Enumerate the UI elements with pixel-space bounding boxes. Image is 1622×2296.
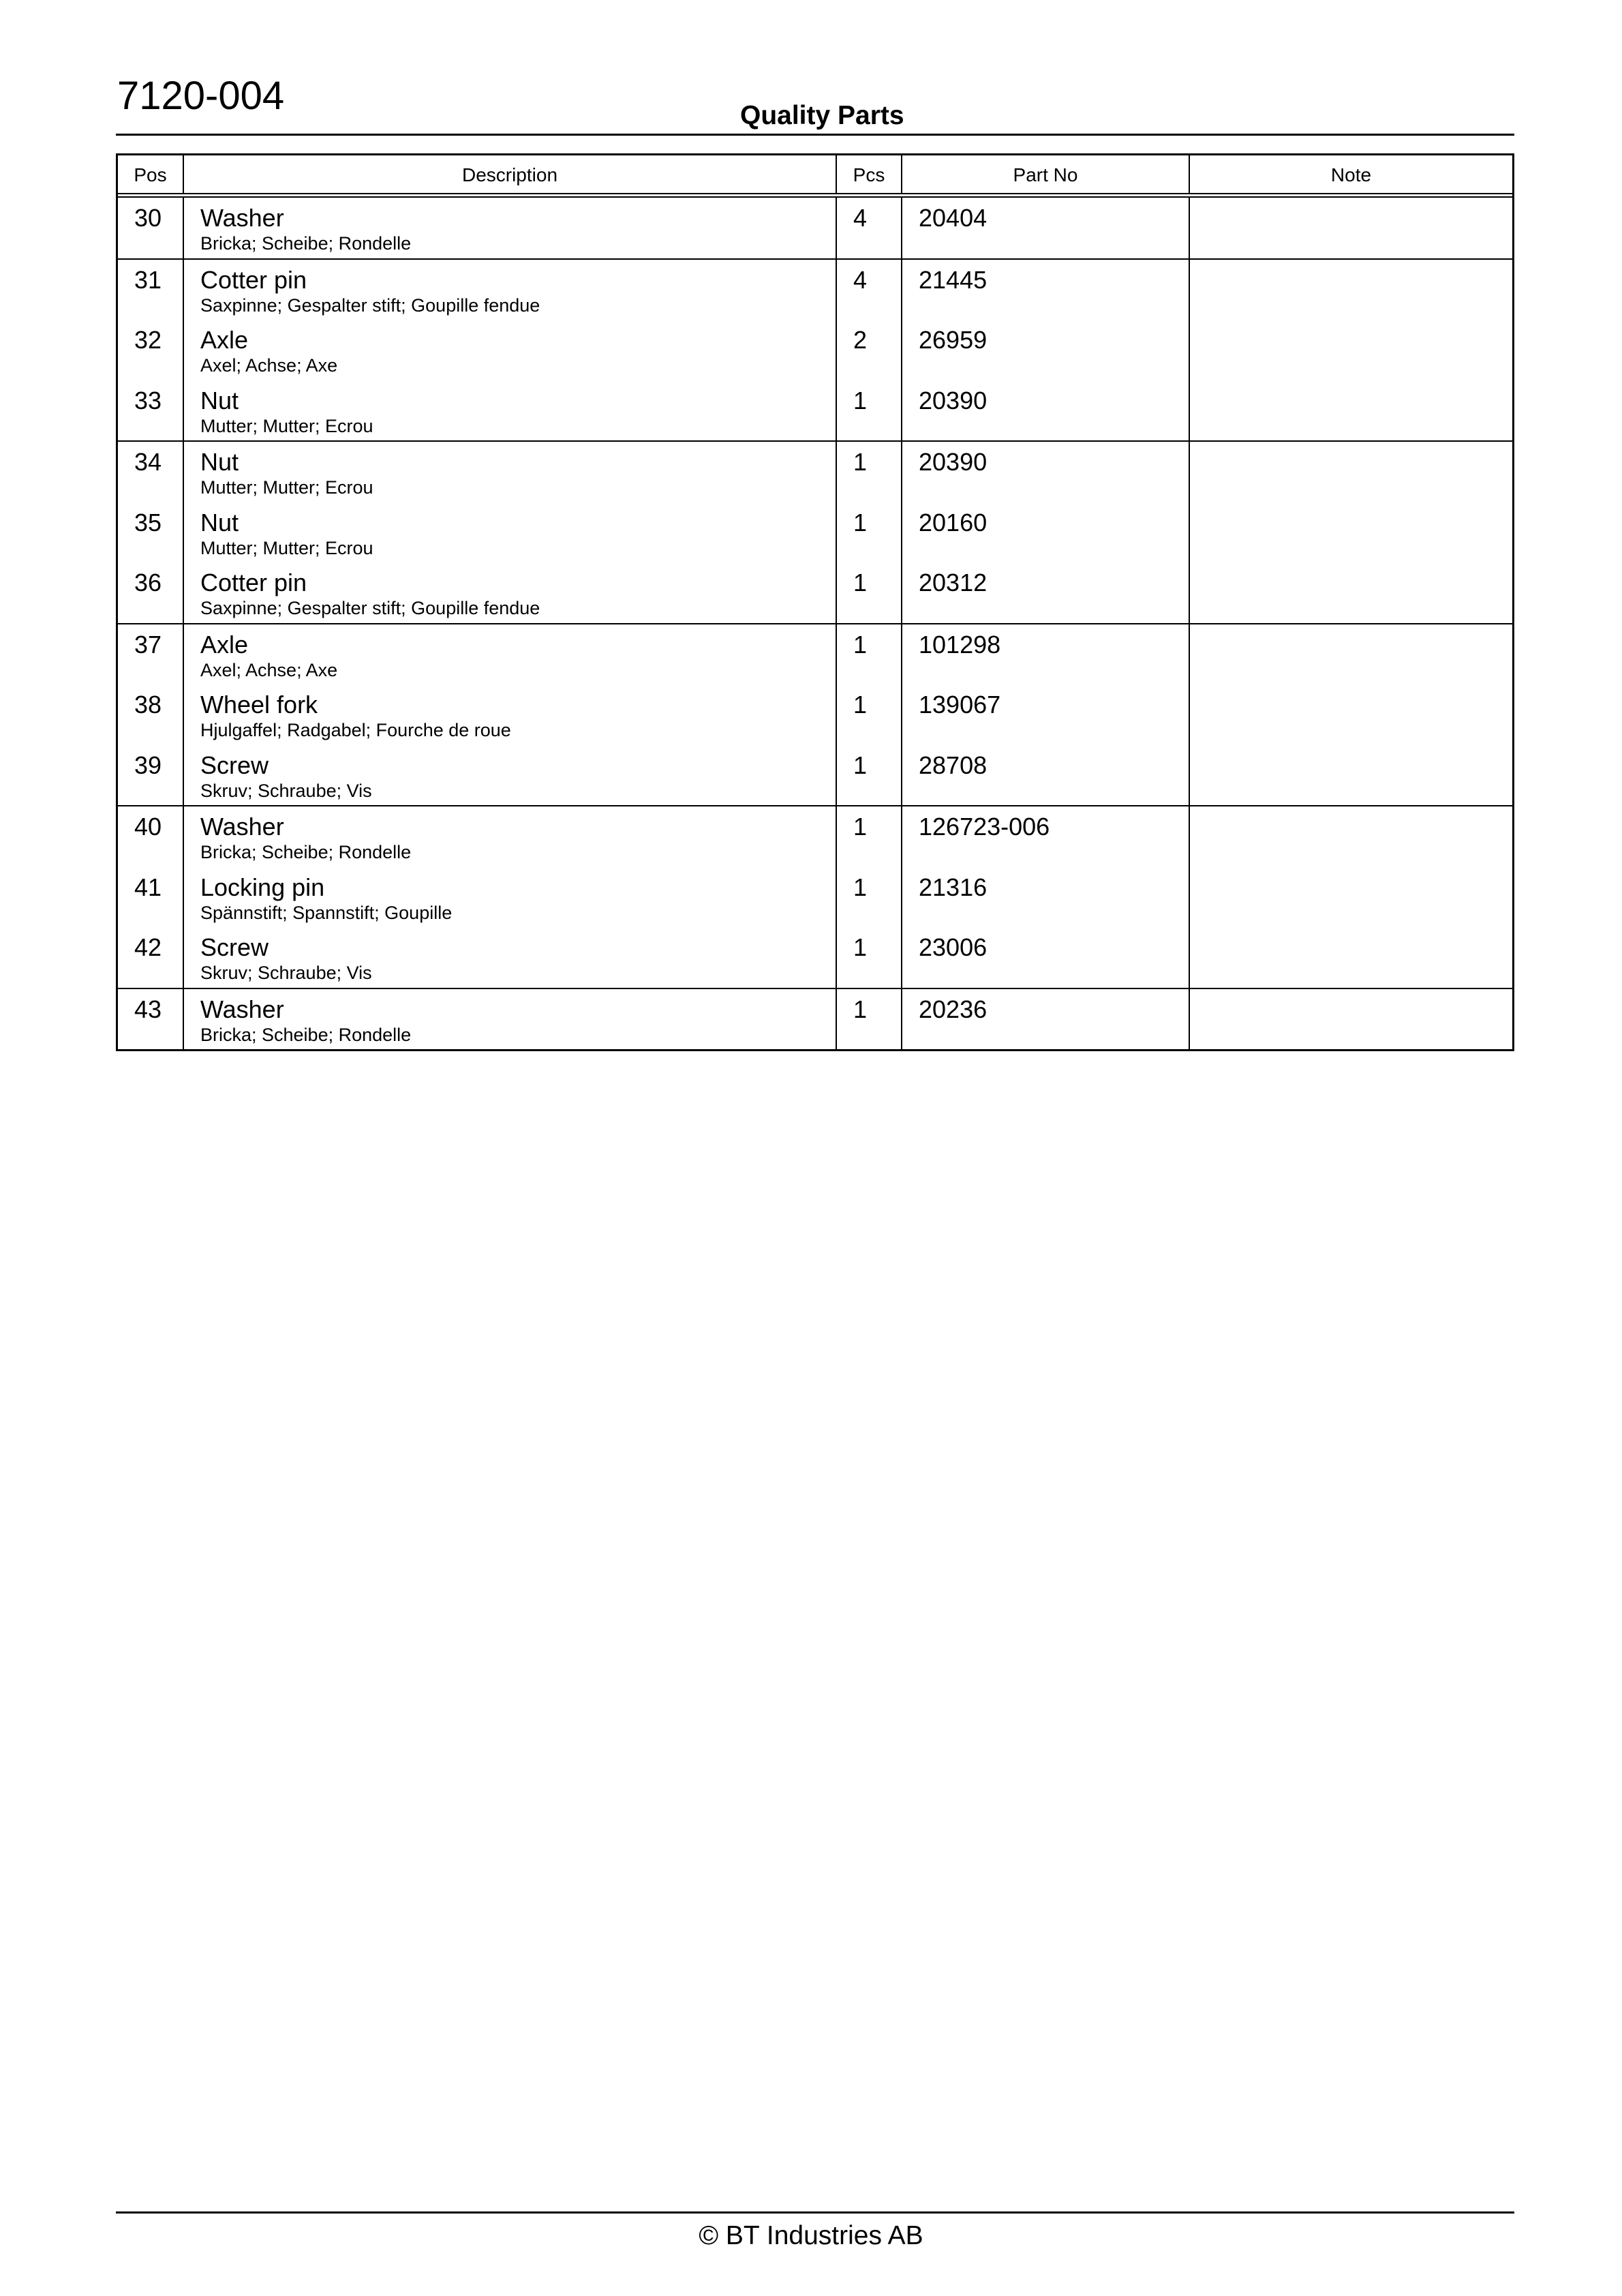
position-number: 43 xyxy=(134,995,162,1023)
table-row xyxy=(184,927,836,988)
table-row xyxy=(118,684,183,745)
note-cell xyxy=(1190,260,1512,441)
table-row xyxy=(184,198,836,258)
table-row xyxy=(118,624,183,685)
table-row xyxy=(118,502,183,563)
table-row xyxy=(1190,989,1512,1050)
table-row xyxy=(837,320,901,380)
table-row xyxy=(902,684,1189,745)
table-row xyxy=(1190,502,1512,563)
brand-title: Quality Parts xyxy=(740,101,904,130)
table-row xyxy=(837,927,901,988)
part-name: Wheel fork xyxy=(200,691,318,719)
header-divider xyxy=(116,134,1514,136)
part-name: Screw xyxy=(200,933,269,961)
table-row xyxy=(1190,442,1512,502)
part-name: Locking pin xyxy=(200,873,325,901)
pos-cell xyxy=(118,806,184,988)
column-header-part-no: Part No xyxy=(902,155,1190,193)
table-row xyxy=(837,684,901,745)
description-cell xyxy=(184,442,837,623)
part-name-translations: Axel; Achse; Axe xyxy=(200,355,338,376)
table-row xyxy=(902,198,1189,258)
column-header-pcs: Pcs xyxy=(837,155,902,193)
position-number: 40 xyxy=(134,813,162,841)
part-name-translations: Mutter; Mutter; Ecrou xyxy=(200,415,373,436)
part-name: Washer xyxy=(200,995,284,1023)
table-row xyxy=(837,624,901,685)
description-cell xyxy=(184,198,837,258)
table-header xyxy=(118,155,1512,198)
pos-cell xyxy=(118,260,184,441)
part-name: Axle xyxy=(200,326,249,354)
table-body xyxy=(118,198,1512,1049)
position-number: 35 xyxy=(134,508,162,537)
table-row xyxy=(902,320,1189,380)
part-name-translations: Skruv; Schraube; Vis xyxy=(200,963,372,983)
table-row xyxy=(118,745,183,806)
column-header-description: Description xyxy=(184,155,837,193)
table-row xyxy=(184,502,836,563)
note-cell xyxy=(1190,806,1512,988)
table-row xyxy=(1190,624,1512,685)
table-row xyxy=(902,745,1189,806)
position-number: 37 xyxy=(134,630,162,659)
part-number: 23006 xyxy=(919,933,988,961)
table-row xyxy=(184,684,836,745)
table-row xyxy=(118,380,183,441)
note-cell xyxy=(1190,442,1512,623)
document-number: 7120-004 xyxy=(117,74,285,118)
piece-count: 1 xyxy=(853,691,868,719)
table-row xyxy=(118,198,183,258)
table-row xyxy=(837,867,901,928)
part-name: Washer xyxy=(200,204,284,232)
piece-count: 1 xyxy=(853,448,868,476)
table-row xyxy=(902,380,1189,441)
table-row xyxy=(1190,198,1512,258)
column-header-note: Note xyxy=(1330,164,1372,185)
piece-count: 1 xyxy=(853,813,868,841)
table-row xyxy=(184,989,836,1050)
position-number: 30 xyxy=(134,204,162,232)
part-number: 21316 xyxy=(919,873,988,901)
table-row xyxy=(184,260,836,320)
table-row xyxy=(118,562,183,623)
table-row xyxy=(902,562,1189,623)
note-cell xyxy=(1190,198,1512,258)
piece-count: 1 xyxy=(853,933,868,961)
part-name: Nut xyxy=(200,508,239,537)
part-name-translations: Mutter; Mutter; Ecrou xyxy=(200,477,373,498)
piece-count: 1 xyxy=(853,995,868,1023)
part-name-translations: Bricka; Scheibe; Rondelle xyxy=(200,233,412,254)
footer-divider xyxy=(116,2211,1514,2214)
part-number: 20236 xyxy=(919,995,988,1023)
copyright-footer: © BT Industries AB xyxy=(699,2221,923,2250)
table-row xyxy=(184,380,836,441)
table-row xyxy=(1190,745,1512,806)
piece-count: 1 xyxy=(853,751,868,779)
position-number: 42 xyxy=(134,933,162,961)
table-row xyxy=(837,562,901,623)
table-row xyxy=(184,867,836,928)
part-no-cell xyxy=(902,442,1190,623)
part-no-cell xyxy=(902,198,1190,258)
piece-count: 2 xyxy=(853,326,868,354)
table-row xyxy=(118,260,183,320)
table-row xyxy=(837,198,901,258)
table-row xyxy=(184,745,836,806)
part-number: 20390 xyxy=(919,448,988,476)
description-cell xyxy=(184,806,837,988)
position-number: 38 xyxy=(134,691,162,719)
part-no-cell xyxy=(902,260,1190,441)
table-row xyxy=(837,380,901,441)
part-name-translations: Hjulgaffel; Radgabel; Fourche de roue xyxy=(200,720,511,740)
part-name: Washer xyxy=(200,813,284,841)
table-row xyxy=(118,806,183,867)
part-name: Axle xyxy=(200,630,249,659)
pos-cell xyxy=(118,442,184,623)
part-no-cell xyxy=(902,806,1190,988)
part-name-translations: Bricka; Scheibe; Rondelle xyxy=(200,1024,412,1045)
table-row xyxy=(1190,867,1512,928)
pos-cell xyxy=(118,624,184,806)
table-row xyxy=(902,989,1189,1050)
part-number: 139067 xyxy=(919,691,1001,719)
description-cell xyxy=(184,989,837,1050)
table-row xyxy=(184,624,836,685)
position-number: 33 xyxy=(134,386,162,414)
pcs-cell xyxy=(837,198,902,258)
table-row xyxy=(837,806,901,867)
table-row xyxy=(902,260,1189,320)
piece-count: 4 xyxy=(853,265,868,294)
table-row xyxy=(184,442,836,502)
position-number: 34 xyxy=(134,448,162,476)
part-name: Nut xyxy=(200,448,239,476)
position-number: 31 xyxy=(134,265,162,294)
table-row-group xyxy=(118,624,1512,807)
pos-cell xyxy=(118,989,184,1050)
part-name-translations: Saxpinne; Gespalter stift; Goupille fendue xyxy=(200,294,540,316)
pcs-cell xyxy=(837,989,902,1050)
table-row xyxy=(837,502,901,563)
table-row xyxy=(1190,380,1512,441)
part-number: 28708 xyxy=(919,751,988,779)
table-row-group xyxy=(118,260,1512,442)
table-row xyxy=(837,989,901,1050)
description-cell xyxy=(184,624,837,806)
position-number: 32 xyxy=(134,326,162,354)
note-cell xyxy=(1190,989,1512,1050)
part-number: 20312 xyxy=(919,569,988,596)
pcs-cell xyxy=(837,260,902,441)
part-no-cell xyxy=(902,989,1190,1050)
position-number: 39 xyxy=(134,751,162,779)
position-number: 36 xyxy=(134,569,162,596)
table-row xyxy=(118,442,183,502)
part-name: Nut xyxy=(200,386,239,414)
table-row-group xyxy=(118,989,1512,1050)
table-row xyxy=(902,502,1189,563)
description-cell xyxy=(184,260,837,441)
part-name-translations: Mutter; Mutter; Ecrou xyxy=(200,537,373,558)
table-row xyxy=(1190,927,1512,988)
piece-count: 4 xyxy=(853,204,868,232)
pcs-cell xyxy=(837,806,902,988)
part-number: 126723-006 xyxy=(919,813,1050,841)
piece-count: 1 xyxy=(853,873,868,901)
part-name-translations: Spännstift; Spannstift; Goupille xyxy=(200,902,453,923)
column-header-pos: Pos xyxy=(118,155,184,193)
table-row xyxy=(837,745,901,806)
part-number: 101298 xyxy=(919,630,1001,659)
part-name-translations: Bricka; Scheibe; Rondelle xyxy=(200,842,412,862)
table-row xyxy=(118,989,183,1050)
table-row xyxy=(1190,562,1512,623)
table-row xyxy=(184,320,836,380)
pos-cell xyxy=(118,198,184,258)
table-row xyxy=(1190,806,1512,867)
part-number: 21445 xyxy=(919,265,988,294)
part-no-cell xyxy=(902,624,1190,806)
table-row-group xyxy=(118,442,1512,624)
pcs-cell xyxy=(837,442,902,623)
part-number: 20404 xyxy=(919,204,988,232)
piece-count: 1 xyxy=(853,508,868,537)
part-name-translations: Saxpinne; Gespalter stift; Goupille fendue xyxy=(200,598,540,618)
part-number: 20390 xyxy=(919,386,988,414)
parts-table xyxy=(116,153,1514,1051)
pcs-cell xyxy=(837,624,902,806)
note-cell xyxy=(1190,624,1512,806)
piece-count: 1 xyxy=(853,386,868,414)
table-row-group xyxy=(118,198,1512,260)
position-number: 41 xyxy=(134,873,162,901)
table-row xyxy=(118,867,183,928)
part-name: Cotter pin xyxy=(200,569,307,596)
part-number: 26959 xyxy=(919,326,988,354)
table-row xyxy=(184,562,836,623)
table-row xyxy=(837,442,901,502)
piece-count: 1 xyxy=(853,569,868,596)
table-row xyxy=(902,927,1189,988)
table-row xyxy=(902,806,1189,867)
table-row xyxy=(902,867,1189,928)
table-row-group xyxy=(118,806,1512,989)
table-row xyxy=(902,624,1189,685)
part-name-translations: Axel; Achse; Axe xyxy=(200,659,338,680)
table-row xyxy=(184,806,836,867)
table-row xyxy=(1190,320,1512,380)
table-row xyxy=(902,442,1189,502)
part-number: 20160 xyxy=(919,508,988,537)
part-name: Cotter pin xyxy=(200,265,307,294)
piece-count: 1 xyxy=(853,630,868,659)
table-row xyxy=(118,320,183,380)
part-name: Screw xyxy=(200,751,269,779)
table-row xyxy=(837,260,901,320)
part-name-translations: Skruv; Schraube; Vis xyxy=(200,780,372,801)
table-row xyxy=(1190,260,1512,320)
table-row xyxy=(1190,684,1512,745)
table-row xyxy=(118,927,183,988)
